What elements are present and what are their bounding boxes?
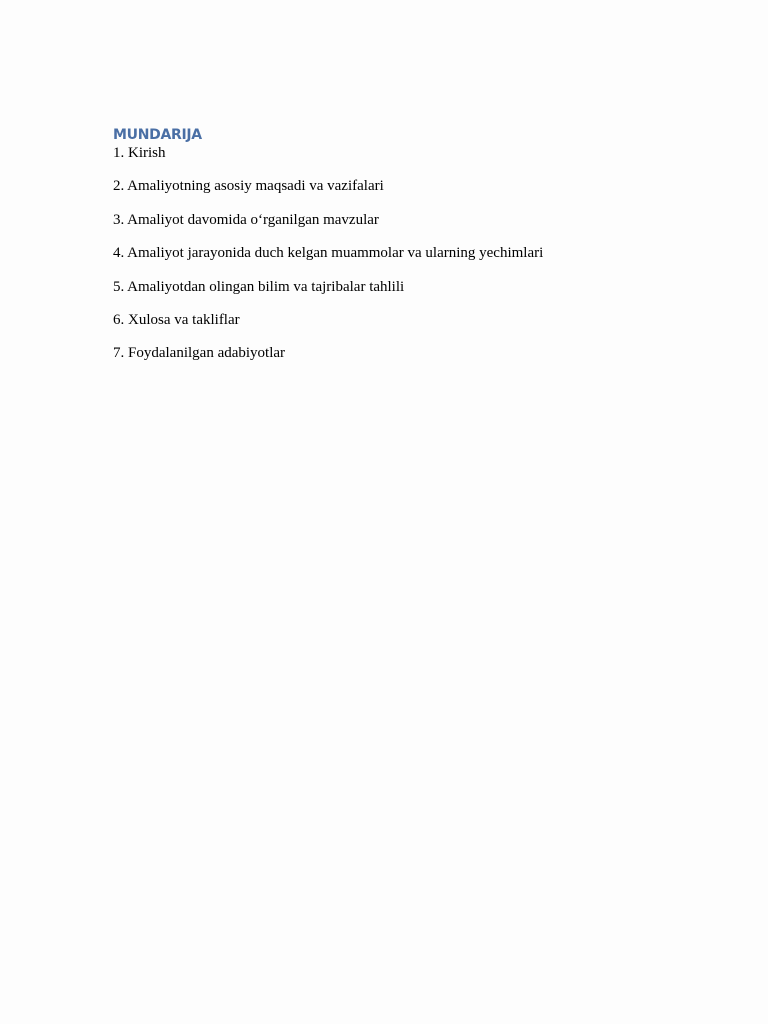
toc-item-3: 3. Amaliyot davomida o‘rganilgan mavzular bbox=[113, 211, 379, 228]
toc-item-2: 2. Amaliyotning asosiy maqsadi va vazifalari bbox=[113, 178, 384, 195]
toc-item-4: 4. Amaliyot jarayonida duch kelgan muammolar va ularning yechimlari bbox=[113, 245, 544, 262]
toc-heading: MUNDARIJA bbox=[113, 127, 202, 143]
table-of-contents bbox=[113, 125, 673, 363]
toc-item-6: 6. Xulosa va takliflar bbox=[113, 311, 240, 328]
toc-item-1: 1. Kirish bbox=[113, 145, 166, 161]
toc-item-5: 5. Amaliyotdan olingan bilim va tajribalar tahlili bbox=[113, 278, 405, 295]
toc-list bbox=[113, 143, 673, 363]
toc-item-7: 7. Foydalanilgan adabiyotlar bbox=[113, 345, 286, 362]
